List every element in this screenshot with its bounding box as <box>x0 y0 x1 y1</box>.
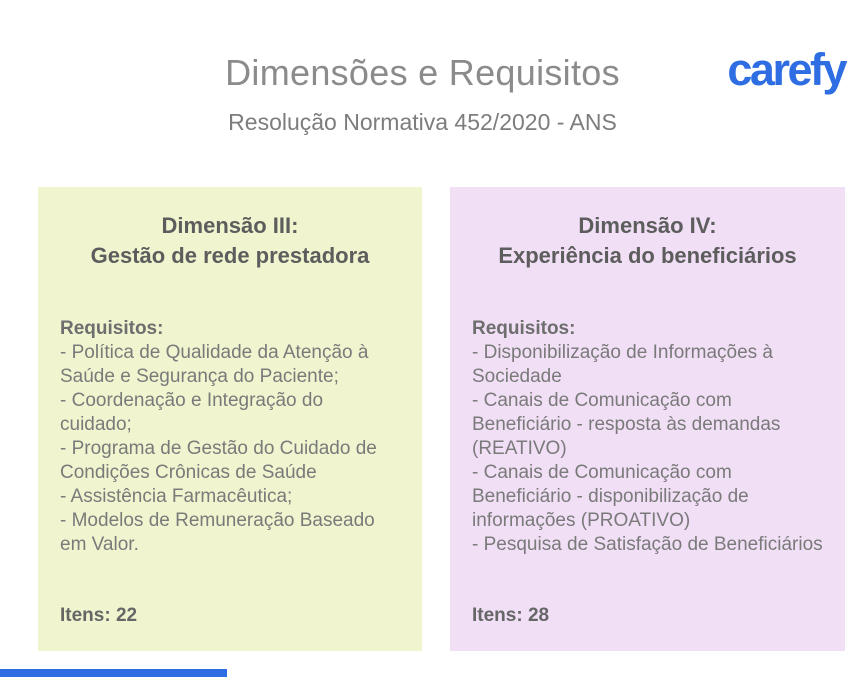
card-title-line1: Dimensão III: <box>161 213 299 238</box>
page-title: Dimensões e Requisitos <box>225 52 620 93</box>
card-body <box>472 317 823 557</box>
card-title-line2: Experiência do beneficiários <box>498 243 797 268</box>
dimension-4-card <box>450 187 845 651</box>
requirement-item: - Pesquisa de Satisfação de Beneficiários <box>472 534 823 555</box>
card-title-line2: Gestão de rede prestadora <box>90 243 370 268</box>
card-body <box>60 317 400 557</box>
requirement-item: - Disponibilização de Informações à Sociedade <box>472 342 773 387</box>
cards-container <box>38 187 845 651</box>
requirement-item: - Programa de Gestão do Cuidado de Condições Crônicas de Saúde <box>60 438 377 483</box>
requirement-item: - Política de Qualidade da Atenção à Saúde e Segurança do Paciente; <box>60 342 369 387</box>
requirement-item: - Canais de Comunicação com Beneficiário - resposta às demandas (REATIVO) <box>472 390 781 459</box>
requirement-item: - Assistência Farmacêutica; <box>60 486 293 507</box>
requirement-item: - Coordenação e Integração do cuidado; <box>60 390 324 435</box>
itens-count: Itens: 28 <box>472 605 550 626</box>
requirement-item: - Modelos de Remuneração Baseado em Valor. <box>60 510 375 555</box>
requisitos-label: Requisitos: <box>60 318 164 339</box>
slide-header <box>0 0 845 136</box>
page-subtitle: Resolução Normativa 452/2020 - ANS <box>228 109 617 135</box>
carefy-logo: carefy <box>727 44 845 95</box>
card-title <box>60 211 400 271</box>
card-title <box>472 211 823 271</box>
footer-accent-bar <box>0 669 227 677</box>
card-title-line1: Dimensão IV: <box>578 213 717 238</box>
dimension-3-card <box>38 187 422 651</box>
requirement-item: - Canais de Comunicação com Beneficiário - disponibilização de informações (PROATIVO) <box>472 462 749 531</box>
requisitos-label: Requisitos: <box>472 318 576 339</box>
itens-count: Itens: 22 <box>60 605 138 626</box>
